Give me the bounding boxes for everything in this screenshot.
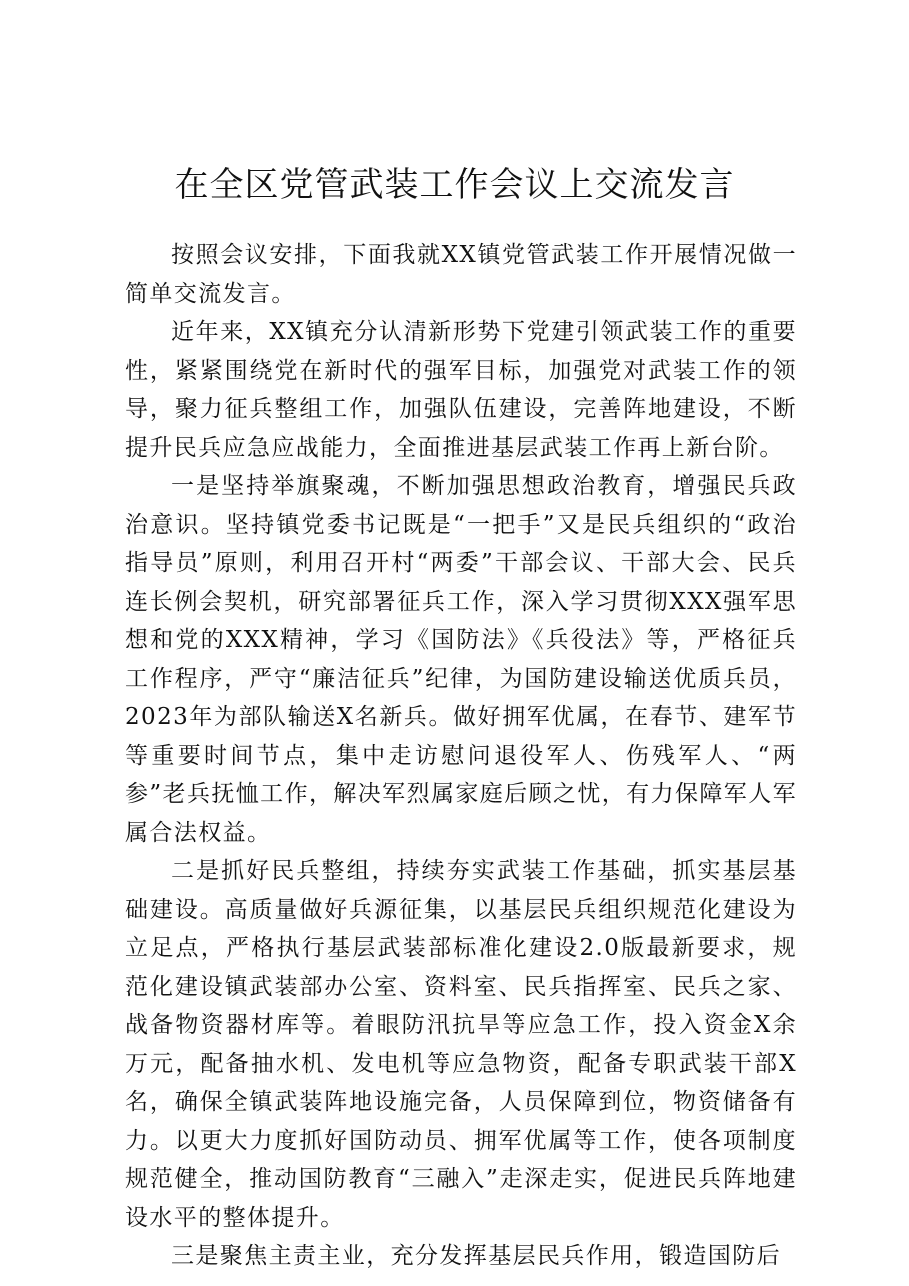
paragraph-intro: 按照会议安排，下面我就XX镇党管武装工作开展情况做一简单交流发言。: [125, 242, 797, 307]
document-body: [125, 236, 797, 1276]
paragraph-point-one: 一是坚持举旗聚魂，不断加强思想政治教育，增强民兵政治意识。坚持镇党委书记既是“一把手”又是民兵组织的“政治指导员”原则，利用召开村“两委”干部会议、干部大会、民兵连长例会契机，研究部署征兵工作，深入学习贯彻XXX强军思想和党的XXX精神，学习《国防法》《兵役法》等，严格征兵工作程序，严守“廉洁征兵”纪律，为国防建设输送优质兵员，2023年为部队输送X名新兵。做好拥军优属，在春节、建军节等重要时间节点，集中走访慰问退役军人、伤残军人、“两参”老兵抚恤工作，解决军烈属家庭后顾之忧，有力保障军人军属合法权益。: [125, 473, 797, 846]
paragraph-overview: 近年来，XX镇充分认清新形势下党建引领武装工作的重要性，紧紧围绕党在新时代的强军目标，加强党对武装工作的领导，聚力征兵整组工作，加强队伍建设，完善阵地建设，不断提升民兵应急应战能力，全面推进基层武装工作再上新台阶。: [125, 319, 797, 461]
paragraph-point-three: 三是聚焦主责主业，充分发挥基层民兵作用，锻造国防后: [171, 1243, 781, 1269]
paragraph-point-two: 二是抓好民兵整组，持续夯实武装工作基础，抓实基层基础建设。高质量做好兵源征集，以基层民兵组织规范化建设为立足点，严格执行基层武装部标准化建设2.0版最新要求，规范化建设镇武装部办公室、资料室、民兵指挥室、民兵之家、战备物资器材库等。着眼防汛抗旱等应急工作，投入资金X余万元，配备抽水机、发电机等应急物资，配备专职武装干部X名，确保全镇武装阵地设施完备，人员保障到位，物资储备有力。以更大力度抓好国防动员、拥军优属等工作，使各项制度规范健全，推动国防教育“三融入”走深走实，促进民兵阵地建设水平的整体提升。: [125, 858, 797, 1231]
document-title: 在全区党管武装工作会议上交流发言: [174, 165, 735, 205]
